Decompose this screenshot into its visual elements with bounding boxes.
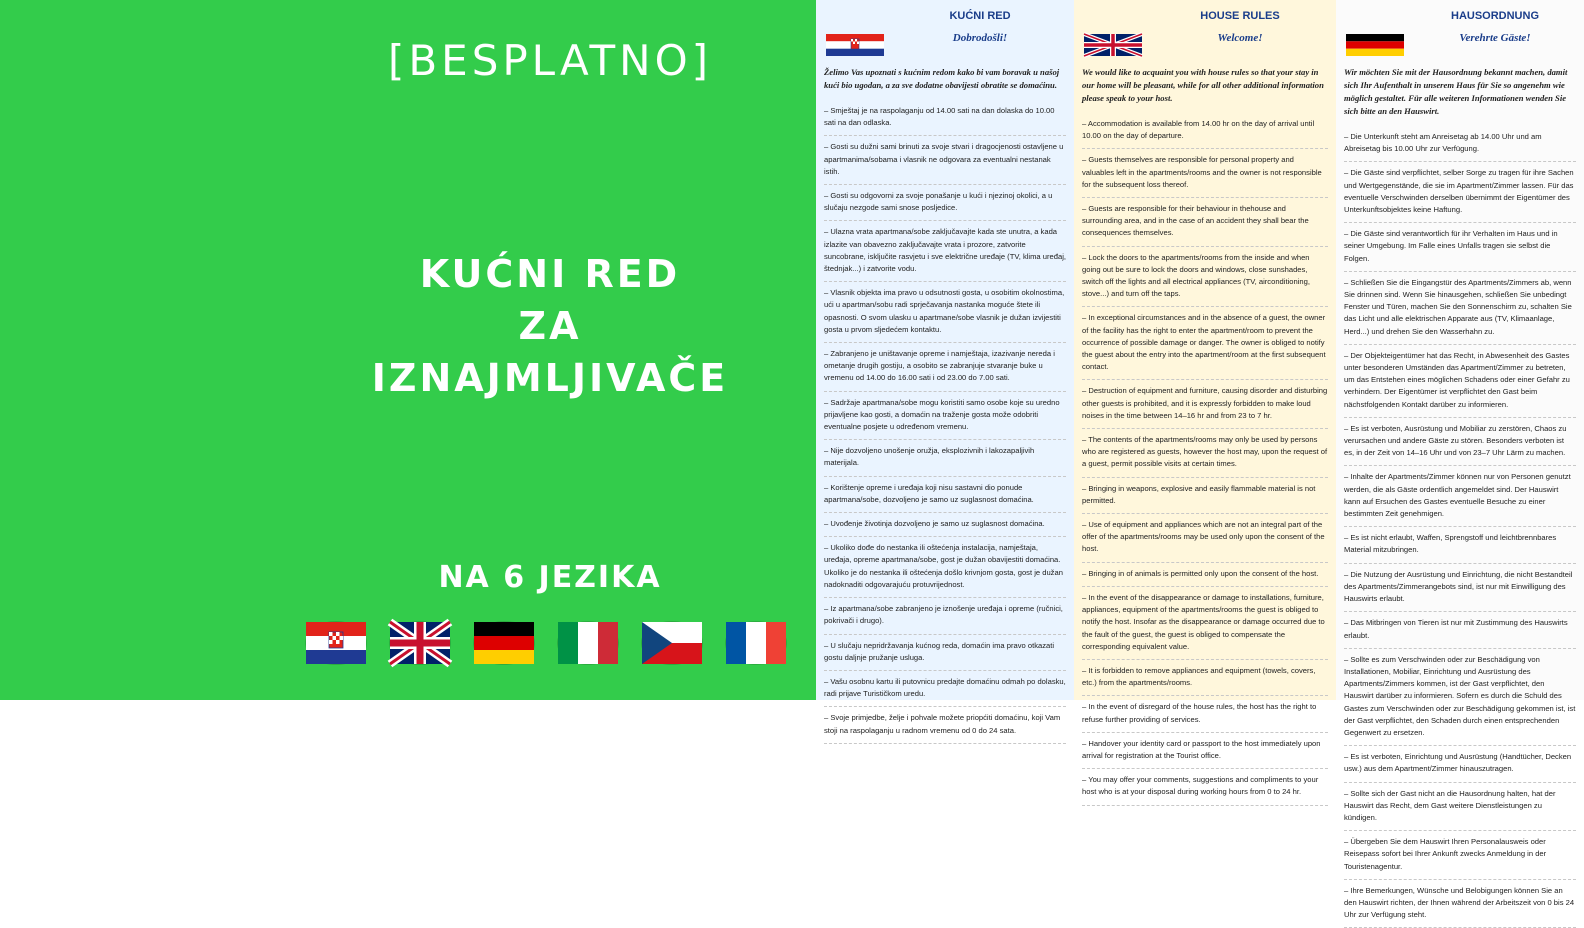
- german-column: [1336, 0, 1584, 920]
- rule-item: – Zabranjeno je uništavanje opreme i namještaja, izazivanje nereda i ometanje drugih gostiju, a osobito se zabranjuje stvaranje buke u vremenu od 14.00 do 16.00 sati i od 23.00 do 7.00 sati.: [824, 343, 1066, 392]
- rule-item: – Der Objekteigentümer hat das Recht, in Abwesenheit des Gastes unter besonderen Umständen das Apartment/Zimmer zu betreten, um das Entstehen eines möglichen Schadens oder einer Gefahr zu verhindern. Der Eigentümer ist verpflichtet den Gast beim nächstfolgenden Kontakt darüber zu informieren.: [1344, 345, 1576, 418]
- rule-item: – Sollte es zum Verschwinden oder zur Beschädigung von Installationen, Mobiliar, Einrichtung und Ausrüstung des Apartments/Zimmers kommen, ist der Gast verpflichtet, den Hauswirt darüber zu informieren. Sofern es durch die Schuld des Gastes zum Verschwinden oder zur Beschädigung gekommen ist, ist der Gast verpflichtet, den Schaden durch einen entsprechenden Gegenwert zu ersetzen.: [1344, 649, 1576, 746]
- rule-item: – Gosti su dužni sami brinuti za svoje stvari i dragocjenosti ostavljene u apartmanima/sobama i vlasnik ne odgovara za eventualni nestanak istih.: [824, 136, 1066, 185]
- italy-flag-icon: [558, 622, 618, 664]
- main-title: [290, 248, 810, 404]
- rule-item: – It is forbidden to remove appliances and equipment (towels, covers, etc.) from the apartments/rooms.: [1082, 660, 1328, 696]
- rule-item: – Guests are responsible for their behaviour in thehouse and surrounding area, and in the case of an accident they shall bear the consequences themselves.: [1082, 198, 1328, 247]
- column-title: HOUSE RULES: [1200, 10, 1280, 22]
- rule-item: – Vlasnik objekta ima pravo u odsutnosti gosta, u osobitim okolnostima, ući u apartman/sobu radi sprječavanja nastanka moguće štete ili opasnosti. O svom ulasku u apartmane/sobe vlasnik je dužan izvijestiti gosta u prvom sljedećem kontaktu.: [824, 282, 1066, 343]
- rule-item: – You may offer your comments, suggestions and compliments to your host who is at your disposal during working hours from 0 to 24 hr.: [1082, 769, 1328, 805]
- rule-item: – Die Gäste sind verpflichtet, selber Sorge zu tragen für ihre Sachen und Wertgegenstände, die sie im Apartment/Zimmer lassen. Für das eventuelle Verschwinden derselben übernimmt der Eigentümer des Unterkunftsobjektes keine Haftung.: [1344, 162, 1576, 223]
- rule-item: – Die Nutzung der Ausrüstung und Einrichtung, die nicht Bestandteil des Apartments/Zimmerangebots sind, ist nur mit Einwilligung des Hauswirts erlaubt.: [1344, 564, 1576, 613]
- germany-flag-icon: [1346, 34, 1404, 56]
- column-greeting: Dobrodošli!: [952, 32, 1008, 44]
- rule-item: – Inhalte der Apartments/Zimmer können nur von Personen genutzt werden, die als Gäste ordentlich angemeldet sind. Der Hauswirt kann auf Ersuchen des Gastes eventuelle Besuche zu einer bestimmten Zeit genehmigen.: [1344, 466, 1576, 527]
- rules-list: [1342, 126, 1578, 928]
- rule-item: – Smještaj je na raspolaganju od 14.00 sati na dan dolaska do 10.00 sati na dan odlaska.: [824, 100, 1066, 136]
- house-rules-document: [816, 0, 1584, 920]
- column-intro: Wir möchten Sie mit der Hausordnung bekannt machen, damit sich Ihr Aufenthalt in unserem Haus für Sie so angenehm wie möglich gestaltet. Für alle weiteren Informationen wenden Sie sich bitte an den Hauswirt.: [1344, 67, 1568, 116]
- rule-item: – Das Mitbringen von Tieren ist nur mit Zustimmung des Hauswirts erlaubt.: [1344, 612, 1576, 648]
- rule-item: – Es ist verboten, Ausrüstung und Mobiliar zu zerstören, Chaos zu verursachen und andere Gäste zu stören. Besonders verboten ist es, in der Zeit von 14–16 Uhr und von 23–7 Uhr Lärm zu machen.: [1344, 418, 1576, 467]
- column-greeting: Welcome!: [1217, 32, 1263, 44]
- rule-item: – Korištenje opreme i uređaja koji nisu sastavni dio ponude apartmana/sobe, dozvoljeno je samo uz suglasnost domaćina.: [824, 477, 1066, 513]
- rule-item: – Uvođenje životinja dozvoljeno je samo uz suglasnost domaćina.: [824, 513, 1066, 537]
- croatia-flag-icon: [306, 622, 366, 664]
- column-intro: We would like to acquaint you with house rules so that your stay in our home will be pleasant, while for all other additional information please speak to your host.: [1082, 67, 1324, 103]
- column-header: [822, 8, 1068, 56]
- rule-item: – Ulazna vrata apartmana/sobe zaključavajte kada ste unutra, a kada izlazite van obavezno zaključavajte vrata i prozore, zatvorite suncobrane, isključite rasvjetu i sve električne uređaje (TV, klima uređaj, štednjak...) i zatvorite vodu.: [824, 221, 1066, 282]
- rule-item: – U slučaju nepridržavanja kućnog reda, domaćin ima pravo otkazati gostu daljnje pružanje usluga.: [824, 635, 1066, 671]
- rule-item: – Bringing in of animals is permitted only upon the consent of the host.: [1082, 563, 1328, 587]
- rule-item: – Iz apartmana/sobe zabranjeno je iznošenje uređaja i opreme (ručnici, pokrivači i drugo).: [824, 598, 1066, 634]
- france-flag-icon: [726, 622, 786, 664]
- column-header: [1080, 8, 1330, 56]
- croatia-flag-icon: [826, 34, 884, 56]
- rule-item: – Übergeben Sie dem Hauswirt Ihren Personalausweis oder Reisepass sofort bei Ihrer Ankunft zwecks Anmeldung in der Touristenagentur.: [1344, 831, 1576, 880]
- rule-item: – Es ist verboten, Einrichtung und Ausrüstung (Handtücher, Decken usw.) aus dem Apartment/Zimmer hinauszutragen.: [1344, 746, 1576, 782]
- column-title: HAUSORDNUNG: [1451, 10, 1539, 22]
- rule-item: – In exceptional circumstances and in the absence of a guest, the owner of the facility has the right to enter the apartment/room to prevent the occurrence of possible damage or danger. The owner is obliged to notify the guest about the entry into the apartment/room at the first subsequent contact.: [1082, 307, 1328, 380]
- title-line-3: IZNAJMLJIVAČE: [371, 356, 729, 400]
- rule-item: – Bringing in weapons, explosive and easily flammable material is not permitted.: [1082, 478, 1328, 514]
- rule-item: – Ihre Bemerkungen, Wünsche und Belobigungen können Sie an den Hauswirt richten, der Ihnen während der Arbeitszeit von 0 bis 24 Uhr zur Verfügung steht.: [1344, 880, 1576, 928]
- germany-flag-icon: [474, 622, 534, 664]
- rule-item: – The contents of the apartments/rooms may only be used by persons who are registered as guests, however the host may, upon the request of a guest, permit possible visits at certain times.: [1082, 429, 1328, 478]
- rule-item: – Nije dozvoljeno unošenje oružja, eksplozivnih i lakozapaljivih materijala.: [824, 440, 1066, 476]
- rule-item: – Schließen Sie die Eingangstür des Apartments/Zimmers ab, wenn Sie drinnen sind. Wenn Sie hinausgehen, schließen Sie unbedingt Fenster und Türen, machen Sie den Sonnenschirm zu, schalten Sie das Licht und alle elektrischen Apparate aus (TV, Klimaanlage, Herd...) und drehen Sie den Wasserhahn zu.: [1344, 272, 1576, 345]
- rule-item: – Ukoliko dođe do nestanka ili oštećenja instalacija, namještaja, uređaja, opreme apartmana/sobe, gost je dužan obavijestiti domaćina. Ukoliko je do nestanka ili oštećenja došlo krivnjom gosta, gost je dužan nadoknaditi odgovarajuću protuvrijednost.: [824, 537, 1066, 598]
- title-line-1: KUĆNI RED: [419, 252, 681, 296]
- rule-item: – Es ist nicht erlaubt, Waffen, Sprengstoff und leichtbrennbares Material mitzubringen.: [1344, 527, 1576, 563]
- column-greeting: Verehrte Gäste!: [1459, 32, 1531, 44]
- rule-item: – Use of equipment and appliances which are not an integral part of the offer of the apartments/rooms may be used only upon the consent of the host.: [1082, 514, 1328, 563]
- rule-item: – Die Gäste sind verantwortlich für ihr Verhalten im Haus und in seiner Umgebung. Im Falle eines Unfalls tragen sie selbst die Folgen.: [1344, 223, 1576, 272]
- rule-item: – In the event of disregard of the house rules, the host has the right to refuse further providing of services.: [1082, 696, 1328, 732]
- rules-list: [822, 100, 1068, 744]
- rule-item: – Gosti su odgovorni za svoje ponašanje u kući i njezinoj okolici, a u slučaju nezgode sami snose posljedice.: [824, 185, 1066, 221]
- language-flags: [306, 622, 786, 666]
- rule-item: – Sadržaje apartmana/sobe mogu koristiti samo osobe koje su uredno prijavljene kao gosti, a domaćin na traženje gosta može odobriti eventualne posjete u određenom vremenu.: [824, 392, 1066, 441]
- rule-item: – Die Unterkunft steht am Anreisetag ab 14.00 Uhr und am Abreisetag bis 10.00 Uhr zur Verfügung.: [1344, 126, 1576, 162]
- uk-flag-icon: [390, 622, 450, 664]
- rule-item: – Vašu osobnu kartu ili putovnicu predajte domaćinu odmah po dolasku, radi prijave Turističkom uredu.: [824, 671, 1066, 707]
- czech-flag-icon: [642, 622, 702, 664]
- free-tag: [BESPLATNO]: [387, 36, 713, 85]
- rule-item: – Guests themselves are responsible for personal property and valuables left in the apartments/rooms and the owner is not responsible for the subsequent loss thereof.: [1082, 149, 1328, 198]
- rule-item: – In the event of the disappearance or damage to installations, furniture, appliances, equipment of the apartments/rooms the guest is obliged to notify the host. Insofar as the disappearance or damage occurred due to the fault of the guest, the guest is obliged to compensate the corresponding equivalent value.: [1082, 587, 1328, 660]
- column-intro: Želimo Vas upoznati s kućnim redom kako bi vam boravak u našoj kući bio ugodan, a za sve dodatne obavijesti obratite se domaćinu.: [824, 67, 1060, 90]
- rule-item: – Svoje primjedbe, želje i pohvale možete priopćiti domaćinu, koji Vam stoji na raspolaganju u radnom vremenu od 0 do 24 sata.: [824, 707, 1066, 743]
- languages-subtitle: NA 6 JEZIKA: [438, 560, 662, 595]
- english-column: [1074, 0, 1336, 797]
- title-line-2: ZA: [518, 304, 582, 348]
- rule-item: – Accommodation is available from 14.00 hr on the day of arrival until 10.00 on the day of departure.: [1082, 113, 1328, 149]
- column-header: [1342, 8, 1578, 56]
- column-title: KUĆNI RED: [949, 10, 1011, 22]
- rules-list: [1080, 113, 1330, 806]
- croatian-column: [816, 0, 1074, 735]
- rule-item: – Handover your identity card or passport to the host immediately upon arrival for registration at the Tourist office.: [1082, 733, 1328, 769]
- uk-flag-icon: [1084, 34, 1142, 56]
- rule-item: – Sollte sich der Gast nicht an die Hausordnung halten, hat der Hauswirt das Recht, dem Gast weitere Dienstleistungen zu kündigen.: [1344, 783, 1576, 832]
- rule-item: – Lock the doors to the apartments/rooms from the inside and when going out be sure to lock the doors and windows, close sunshades, switch off the lights and all electrical appliances (TV, airconditioning, stove...) and turn off the taps.: [1082, 247, 1328, 308]
- promo-panel: [0, 0, 816, 700]
- rule-item: – Destruction of equipment and furniture, causing disorder and disturbing other guests is prohibited, and it is expressly forbidden to make loud noises in the time between 14–16 hr and from 23 to 7 hr.: [1082, 380, 1328, 429]
